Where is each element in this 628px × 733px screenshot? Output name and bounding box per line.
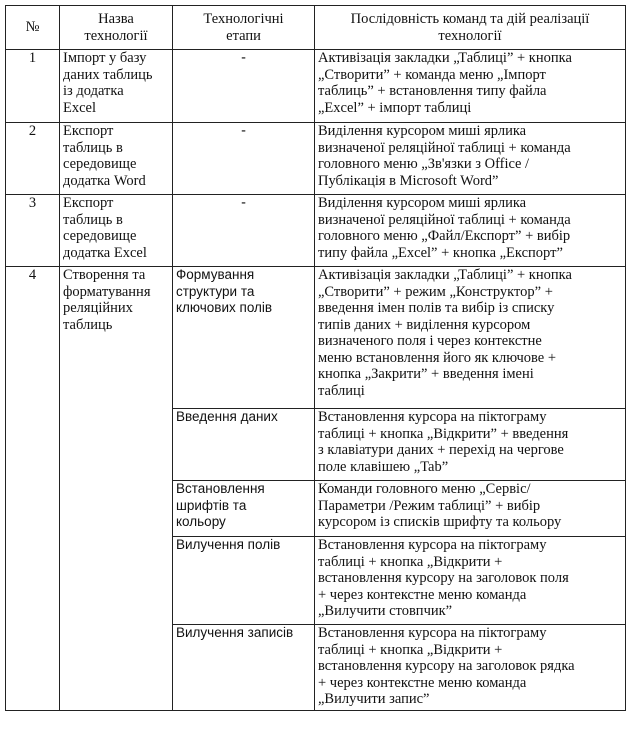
header-row xyxy=(6,6,626,50)
table-row xyxy=(6,50,626,123)
stage-cell: - xyxy=(173,195,315,267)
technology-name: Експорт таблиць в середовище додатка Word xyxy=(60,123,173,195)
stage-cell: Введення даних xyxy=(173,409,315,481)
header-num: № xyxy=(6,6,60,50)
header-stages: Технологічні етапи xyxy=(173,6,315,50)
sequence-cell: Команди головного меню „Сервіс/ Параметри /Режим таблиці” + вибір курсором із списків шрифту та кольору xyxy=(315,481,626,537)
technology-name: Експорт таблиць в середовище додатка Excel xyxy=(60,195,173,267)
sequence-cell: Встановлення курсора на піктограму таблиці + кнопка „Відкрити + встановлення курсору на заголовок поля + через контекстне меню команда „Вилучити стовпчик” xyxy=(315,537,626,625)
technology-table xyxy=(5,5,626,711)
sequence-cell: Виділення курсором миші ярлика визначеної реляційної таблиці + команда головного меню „Файл/Експорт” + вибір типу файла „Excel” + кнопка „Експорт” xyxy=(315,195,626,267)
sequence-cell: Виділення курсором миші ярлика визначеної реляційної таблиці + команда головного меню „Зв'язки з Office / Публікація в Microsoft Word” xyxy=(315,123,626,195)
stage-cell: Вилучення полів xyxy=(173,537,315,625)
stage-cell: Вилучення записів xyxy=(173,625,315,711)
row-number: 2 xyxy=(6,123,60,195)
stage-cell: Формування структури та ключових полів xyxy=(173,267,315,409)
sequence-cell: Встановлення курсора на піктограму таблиці + кнопка „Відкрити + встановлення курсору на заголовок рядка + через контекстне меню команда „Вилучити запис” xyxy=(315,625,626,711)
row-number: 4 xyxy=(6,267,60,711)
stage-cell: - xyxy=(173,123,315,195)
header-sequence: Послідовність команд та дій реалізації технології xyxy=(315,6,626,50)
row-number: 3 xyxy=(6,195,60,267)
stage-cell: - xyxy=(173,50,315,123)
row-number: 1 xyxy=(6,50,60,123)
table-row xyxy=(6,123,626,195)
sequence-cell: Встановлення курсора на піктограму таблиці + кнопка „Відкрити” + введення з клавіатури даних + перехід на чергове поле клавішею „Tab” xyxy=(315,409,626,481)
technology-name: Імпорт у базу даних таблиць із додатка Excel xyxy=(60,50,173,123)
table-row xyxy=(6,195,626,267)
header-name: Назва технології xyxy=(60,6,173,50)
technology-name: Створення та форматування реляційних таблиць xyxy=(60,267,173,711)
table-row xyxy=(6,267,626,409)
stage-cell: Встановлення шрифтів та кольору xyxy=(173,481,315,537)
sequence-cell: Активізація закладки „Таблиці” + кнопка „Створити” + команда меню „Імпорт таблиць” + встановлення типу файла „Excel” + імпорт таблиці xyxy=(315,50,626,123)
sequence-cell: Активізація закладки „Таблиці” + кнопка „Створити” + режим „Конструктор” + введення імен полів та вибір із списку типів даних + виділення курсором визначеного поля і через контекстне меню встановлення його як ключове + кнопка „Закрити” + введення імені таблиці xyxy=(315,267,626,409)
